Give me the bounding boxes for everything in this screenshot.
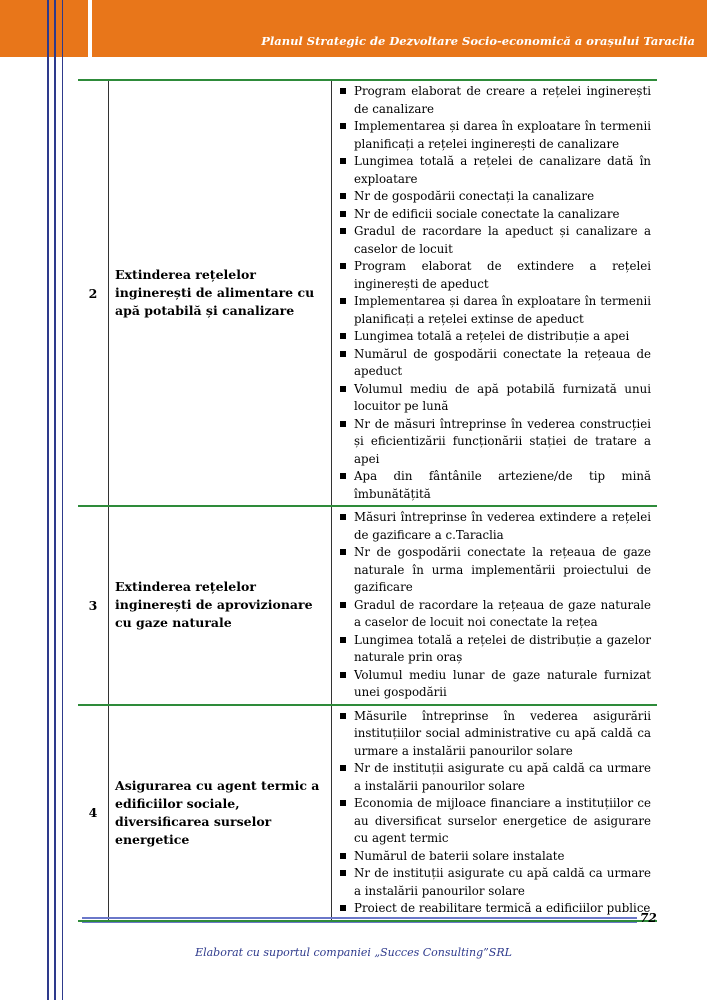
bullet-icon xyxy=(340,514,346,520)
row-number: 2 xyxy=(78,80,109,506)
list-item: Nr de instituții asigurate cu apă caldă ca urmare a instalării panourilor solare xyxy=(338,760,651,795)
list-item: Program elaborat de extindere a rețelei inginerești de apeduct xyxy=(338,258,651,293)
indicators-list xyxy=(338,509,651,702)
bullet-icon xyxy=(340,351,346,357)
bullet-icon xyxy=(340,298,346,304)
bullet-icon xyxy=(340,713,346,719)
bullet-icon xyxy=(340,228,346,234)
indicators-table xyxy=(78,79,657,922)
bullet-icon xyxy=(340,211,346,217)
bullet-icon xyxy=(340,800,346,806)
footer-divider xyxy=(82,917,637,919)
margin-line xyxy=(47,0,49,1000)
header-bar xyxy=(70,0,707,57)
list-item: Implementarea și darea în exploatare în termenii planificați a rețelei extinse de apeduct xyxy=(338,293,651,328)
indicators-list xyxy=(338,83,651,503)
table-row xyxy=(78,705,657,921)
list-item: Lungimea totală a rețelei de distribuție a apei xyxy=(338,328,651,346)
objective-name: Asigurarea cu agent termic a edificiilor sociale, diversificarea surselor energetice xyxy=(109,705,332,921)
list-item: Proiect de reabilitare termică a edificiilor publice xyxy=(338,900,651,918)
list-item: Nr de măsuri întreprinse în vederea construcției și eficientizării funcționării stației de tratare a apei xyxy=(338,416,651,469)
indicators-cell xyxy=(332,705,658,921)
list-item: Numărul de baterii solare instalate xyxy=(338,848,651,866)
bullet-icon xyxy=(340,123,346,129)
list-item: Măsuri întreprinse în vederea extindere a rețelei de gazificare a c.Taraclia xyxy=(338,509,651,544)
bullet-icon xyxy=(340,193,346,199)
list-item: Implementarea și darea în exploatare în termenii planificați a rețelei inginerești de canalizare xyxy=(338,118,651,153)
row-number: 3 xyxy=(78,506,109,705)
list-item: Nr de edificii sociale conectate la canalizare xyxy=(338,206,651,224)
list-item: Măsurile întreprinse în vederea asigurării instituțiilor social administrative cu apă caldă ca urmare a instalării panourilor solare xyxy=(338,708,651,761)
page-number: 72 xyxy=(640,911,657,925)
objective-name: Extinderea rețelelor inginerești de aprovizionare cu gaze naturale xyxy=(109,506,332,705)
bullet-icon xyxy=(340,549,346,555)
bullet-icon xyxy=(340,870,346,876)
margin-line xyxy=(62,0,63,1000)
header-divider xyxy=(88,0,92,57)
indicators-list xyxy=(338,708,651,918)
bullet-icon xyxy=(340,853,346,859)
bullet-icon xyxy=(340,421,346,427)
bullet-icon xyxy=(340,158,346,164)
table-row xyxy=(78,80,657,506)
list-item: Nr de gospodării conectate la rețeaua de gaze naturale în urma implementării proiectului de gazificare xyxy=(338,544,651,597)
indicators-cell xyxy=(332,80,658,506)
indicators-cell xyxy=(332,506,658,705)
list-item: Volumul mediu lunar de gaze naturale furnizat unei gospodării xyxy=(338,667,651,702)
bullet-icon xyxy=(340,263,346,269)
objective-name: Extinderea rețelelor inginerești de alimentare cu apă potabilă și canalizare xyxy=(109,80,332,506)
list-item: Economia de mijloace financiare a instituțiilor ce au diversificat surselor energetice de asigurare cu agent termic xyxy=(338,795,651,848)
list-item: Numărul de gospodării conectate la rețeaua de apeduct xyxy=(338,346,651,381)
table-row xyxy=(78,506,657,705)
bullet-icon xyxy=(340,473,346,479)
bullet-icon xyxy=(340,386,346,392)
bullet-icon xyxy=(340,88,346,94)
list-item: Volumul mediu de apă potabilă furnizată unui locuitor pe lună xyxy=(338,381,651,416)
bullet-icon xyxy=(340,637,346,643)
list-item: Nr de instituții asigurate cu apă caldă ca urmare a instalării panourilor solare xyxy=(338,865,651,900)
list-item: Gradul de racordare la rețeaua de gaze naturale a caselor de locuit noi conectate la rețea xyxy=(338,597,651,632)
margin-line xyxy=(54,0,56,1000)
bullet-icon xyxy=(340,765,346,771)
list-item: Nr de gospodării conectați la canalizare xyxy=(338,188,651,206)
bullet-icon xyxy=(340,672,346,678)
footer-credit: Elaborat cu suportul companiei „Succes Consulting”SRL xyxy=(195,946,512,959)
list-item: Program elaborat de creare a rețelei inginerești de canalizare xyxy=(338,83,651,118)
header-left-band xyxy=(0,0,70,57)
list-item: Apa din fântânile arteziene/de tip mină îmbunătățită xyxy=(338,468,651,503)
document-title: Planul Strategic de Dezvoltare Socio-economică a orașului Taraclia xyxy=(261,34,695,48)
list-item: Lungimea totală a rețelei de distribuție a gazelor naturale prin oraș xyxy=(338,632,651,667)
bullet-icon xyxy=(340,333,346,339)
bullet-icon xyxy=(340,602,346,608)
bullet-icon xyxy=(340,905,346,911)
footer-divider xyxy=(82,922,637,923)
row-number: 4 xyxy=(78,705,109,921)
list-item: Gradul de racordare la apeduct și canalizare a caselor de locuit xyxy=(338,223,651,258)
list-item: Lungimea totală a rețelei de canalizare dată în exploatare xyxy=(338,153,651,188)
